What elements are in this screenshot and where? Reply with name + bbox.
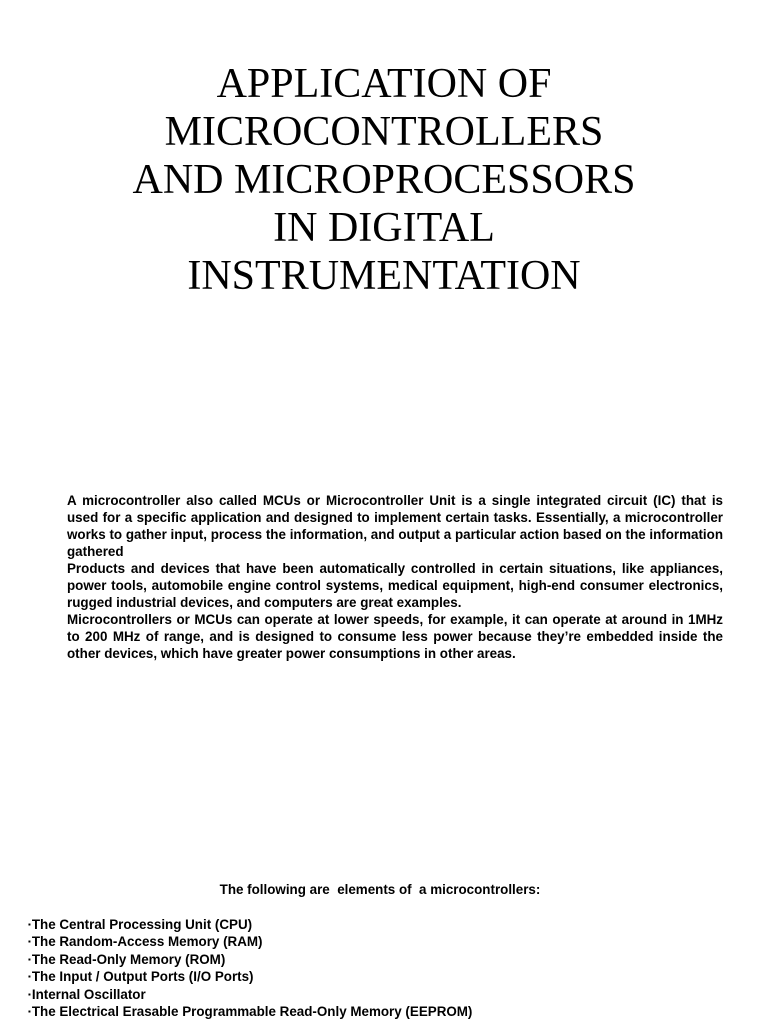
list-item-text: The Input / Output Ports (I/O Ports) (31, 969, 254, 985)
bullet-icon: ▪ (28, 937, 31, 947)
list-item-text: The Electrical Erasable Programmable Read-Only Memory (EEPROM) (31, 1004, 473, 1020)
paragraph-definition: A microcontroller also called MCUs or Microcontroller Unit is a single integrated circuit (IC) that is used for a specific application and designed to implement certain tasks. Essentially, a microcontroller works to gather input, process the information, and output a particular action based on the information gathered (67, 493, 723, 559)
bullet-icon: ▪ (28, 972, 31, 982)
list-item (28, 916, 748, 933)
title-line: APPLICATION OF (216, 61, 552, 107)
list-item-text: The Read-Only Memory (ROM) (31, 951, 226, 967)
title-line: IN DIGITAL (273, 205, 495, 251)
list-item-text: The Central Processing Unit (CPU) (31, 917, 253, 932)
page-title (0, 60, 768, 300)
title-line: AND MICROPROCESSORS (132, 157, 636, 203)
bullet-icon: ▪ (28, 989, 31, 999)
title-line: MICROCONTROLLERS (164, 109, 604, 155)
bullet-icon: ▪ (28, 1007, 31, 1017)
list-item (28, 951, 748, 968)
list-item (28, 1003, 748, 1020)
elements-list (28, 916, 748, 1020)
body-text (67, 492, 723, 662)
paragraph-speed: Microcontrollers or MCUs can operate at lower speeds, for example, it can operate at around in 1MHz to 200 MHz of range, and is designed to consume less power because they’re embedded inside the other devices, which have greater power consumptions in other areas. (67, 612, 723, 661)
list-item (28, 933, 748, 950)
title-line: INSTRUMENTATION (187, 253, 581, 299)
list-item-text: The Random-Access Memory (RAM) (31, 934, 263, 950)
list-item (28, 986, 748, 1003)
list-item (28, 968, 748, 985)
paragraph-examples: Products and devices that have been automatically controlled in certain situations, like appliances, power tools, automobile engine control systems, medical equipment, high-end consumer electronics, rugged industrial devices, and computers are great examples. (67, 561, 723, 610)
list-item-text: Internal Oscillator (31, 986, 146, 1002)
bullet-icon: ▪ (28, 920, 31, 929)
bullet-icon: ▪ (28, 954, 31, 964)
list-heading: The following are elements of a microcontrollers: (219, 882, 541, 897)
